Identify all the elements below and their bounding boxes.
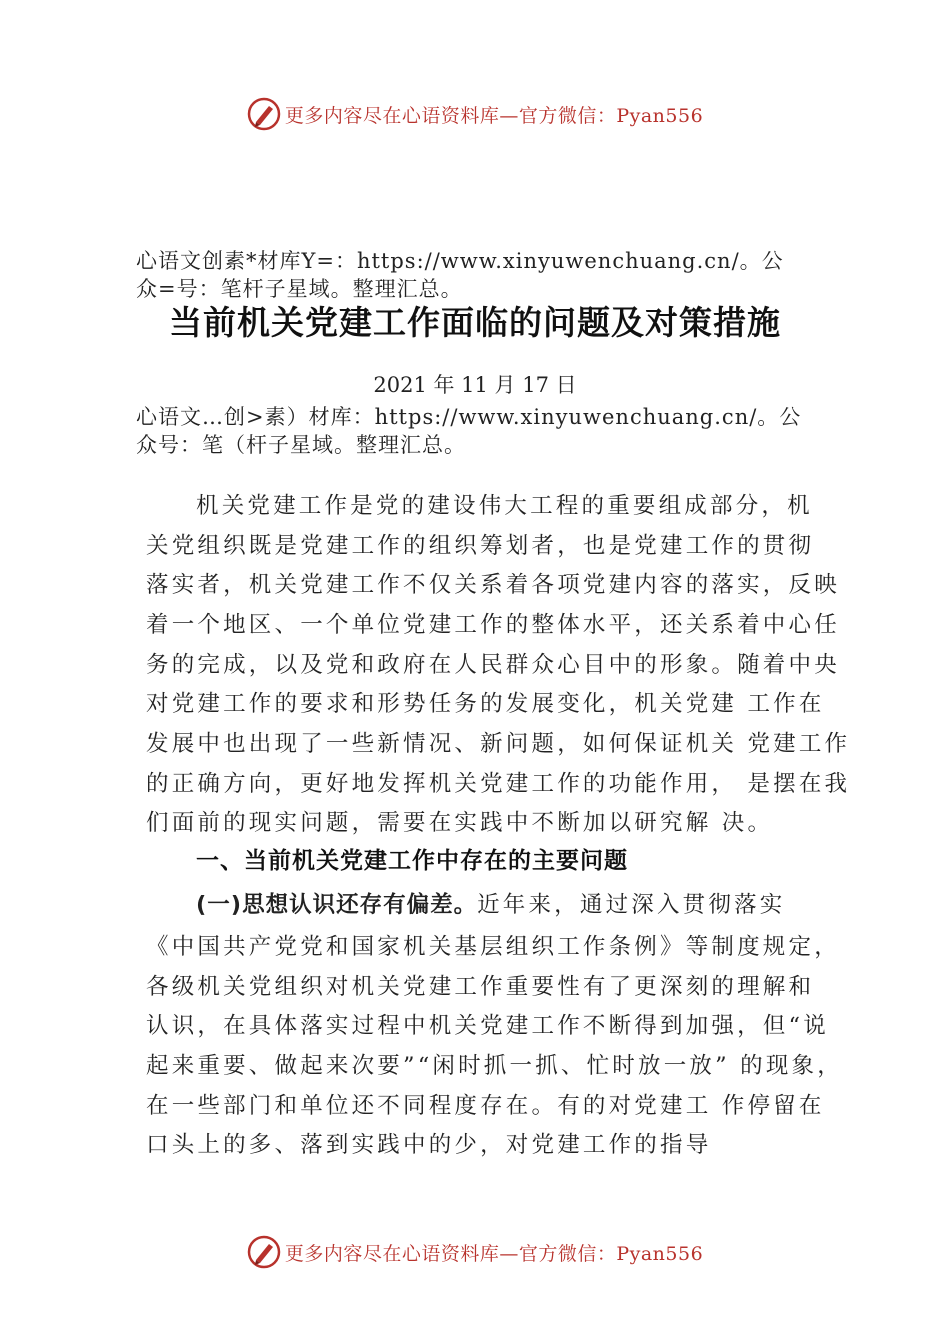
paragraph-line: 各级机关党组织对机关党建工作重要性有了更深刻的理解和	[146, 974, 815, 1000]
document-title: 当前机关党建工作面临的问题及对策措施	[169, 303, 781, 342]
paragraph-line: 在一些部门和单位还不同程度存在。有的对党建工 作停留在	[146, 1093, 825, 1119]
document-date: 2021 年 11 月 17 日	[373, 373, 577, 397]
paragraph-line: 着一个地区、一个单位党建工作的整体水平，还关系着中心任	[146, 612, 840, 638]
banner-wechat: 官方微信：Pyan556	[518, 104, 704, 127]
paragraph-line: 机关党建工作是党的建设伟大工程的重要组成部分，机	[196, 493, 813, 519]
paragraph-line: 的正确方向，更好地发挥机关党建工作的功能作用， 是摆在我	[146, 771, 851, 797]
paragraph-line: 对党建工作的要求和形势任务的发展变化，机关党建 工作在	[146, 691, 825, 717]
banner-slogan: 更多内容尽在心语资料库—	[284, 104, 519, 127]
paragraph-line: 起来重要、做起来次要”“闲时抓一抓、忙时放一放” 的现象，	[146, 1053, 843, 1079]
paragraph-line: 《中国共产党党和国家机关基层组织工作条例》等制度规定，	[146, 934, 840, 960]
section-heading: 一、当前机关党建工作中存在的主要问题	[196, 848, 628, 874]
source-note-line: 众=号：笔杆子星域。整理汇总。	[136, 277, 463, 301]
subsection-heading: (一)思想认识还存有偏差。	[196, 892, 478, 918]
paragraph-line: 落实者，机关党建工作不仅关系着各项党建内容的落实，反映	[146, 572, 840, 598]
footer-banner	[0, 1232, 950, 1272]
paragraph-line: 关党组织既是党建工作的组织筹划者，也是党建工作的贯彻	[146, 533, 815, 559]
source-note-line: 众号：笔（杆子星域。整理汇总。	[136, 433, 466, 457]
banner-slogan: 更多内容尽在心语资料库—	[284, 1242, 519, 1265]
source-note-line: 心语文…创>素）材库：https://www.xinyuwenchuang.cn/。公	[136, 405, 802, 429]
banner-wechat: 官方微信：Pyan556	[518, 1242, 704, 1265]
paragraph-line: 务的完成，以及党和政府在人民群众心目中的形象。随着中央	[146, 652, 840, 678]
paragraph-line	[196, 887, 785, 919]
paragraph-line: 们面前的现实问题，需要在实践中不断加以研究解 决。	[146, 810, 774, 836]
pen-logo-icon	[247, 97, 281, 131]
header-banner	[0, 94, 950, 134]
subsection-lead-text: 近年来，通过深入贯彻落实	[477, 892, 786, 918]
paragraph-line: 口头上的多、落到实践中的少，对党建工作的指导	[146, 1132, 712, 1158]
paragraph-line: 认识，在具体落实过程中机关党建工作不断得到加强，但“说	[146, 1013, 829, 1039]
paragraph-line: 发展中也出现了一些新情况、新问题，如何保证机关 党建工作	[146, 731, 851, 757]
pen-logo-icon	[247, 1235, 281, 1269]
source-note-line: 心语文创素*材库Y=：https://www.xinyuwenchuang.cn/。公	[136, 249, 784, 273]
